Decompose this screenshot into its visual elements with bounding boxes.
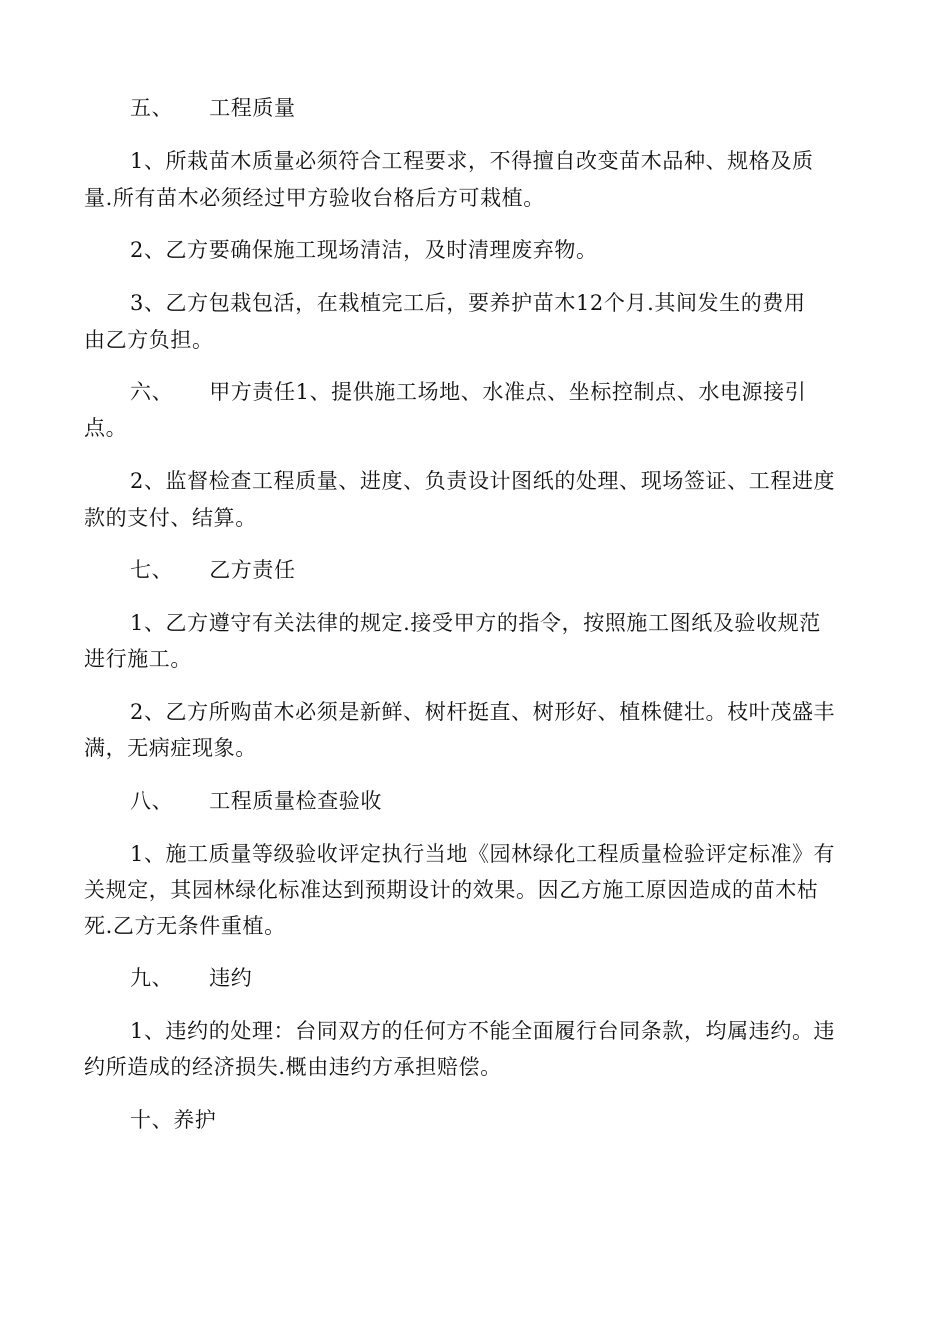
section-heading xyxy=(130,379,806,405)
paragraph-line: 关规定，其园林绿化标准达到预期设计的效果。因乙方施工原因造成的苗木枯 xyxy=(84,878,819,902)
section-title: 乙方责任 xyxy=(209,558,296,582)
section-number: 六、 xyxy=(130,380,174,404)
paragraph-line: 进行施工。 xyxy=(84,647,192,671)
section-heading xyxy=(130,788,382,814)
paragraph-line: 1、施工质量等级验收评定执行当地《园林绿化工程质量检验评定标准》有 xyxy=(130,842,836,866)
section-heading xyxy=(130,557,296,583)
section-number: 五、 xyxy=(130,96,174,120)
paragraph-line: 2、乙方要确保施工现场清洁，及时清理废弃物。 xyxy=(130,238,598,262)
section-number: 九、 xyxy=(130,966,174,990)
paragraph-line: 约所造成的经济损失.概由违约方承担赔偿。 xyxy=(84,1055,502,1079)
paragraph-line: 款的支付、结算。 xyxy=(84,506,257,530)
paragraph-line: 2、监督检查工程质量、进度、负责设计图纸的处理、现场签证、工程进度 xyxy=(130,469,836,493)
paragraph-line: 1、乙方遵守有关法律的规定.接受甲方的指令，按照施工图纸及验收规范 xyxy=(130,611,821,635)
section-heading: 十、养护 xyxy=(130,1108,217,1132)
section-number: 八、 xyxy=(130,789,174,813)
paragraph-line: 由乙方负担。 xyxy=(84,328,214,352)
paragraph-line: 1、违约的处理：台同双方的任何方不能全面履行台同条款，均属违约。违 xyxy=(130,1019,836,1043)
section-title: 工程质量 xyxy=(209,96,296,120)
paragraph-line: 满，无病症现象。 xyxy=(84,736,257,760)
paragraph-line: 3、乙方包栽包活，在栽植完工后，要养护苗木12个月.其间发生的费用 xyxy=(130,291,806,315)
paragraph-line: 量.所有苗木必须经过甲方验收台格后方可栽植。 xyxy=(84,186,545,210)
section-heading xyxy=(130,965,252,991)
paragraph-line: 2、乙方所购苗木必须是新鲜、树杆挺直、树形好、植株健壮。枝叶茂盛丰 xyxy=(130,700,836,724)
section-heading xyxy=(130,95,296,121)
paragraph-line: 点。 xyxy=(84,416,128,440)
section-title: 甲方责任1、提供施工场地、水准点、坐标控制点、水电源接引 xyxy=(209,380,807,404)
paragraph-line: 死.乙方无条件重植。 xyxy=(84,914,286,938)
paragraph-line: 1、所栽苗木质量必须符合工程要求，不得擅自改变苗木品种、规格及质 xyxy=(130,149,814,173)
section-title: 工程质量检查验收 xyxy=(209,789,383,813)
section-title: 违约 xyxy=(209,966,253,990)
section-number: 七、 xyxy=(130,558,174,582)
